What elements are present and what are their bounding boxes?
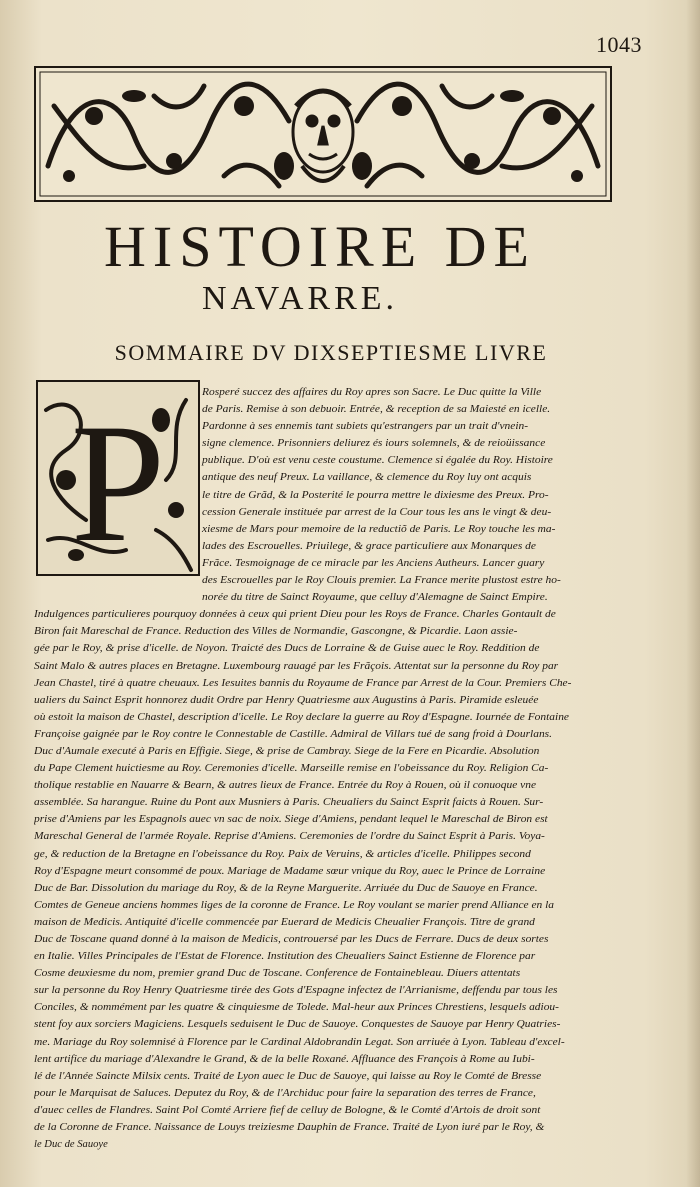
initial-letter-p: P [70, 389, 166, 576]
text-line: Comtes de Geneue anciens hommes liges de la coronne de France. Le Roy voulant se marier prend Alliance en la [34, 899, 555, 911]
title-main: HISTOIRE DE [104, 214, 536, 279]
text-line: Biron fait Mareschal de France. Reduction des Villes de Normandie, Gascongne, & Picardie. Laon assie- [34, 626, 518, 638]
text-line: lé de l'Année Saincte Milsix cents. Traité de Lyon auec le Duc de Sauoye, qui laisse au Roy le Comté de Bresse [34, 1070, 542, 1082]
text-line: gée par le Roy, & prise d'icelle. de Noyon. Traicté des Ducs de Lorraine & de Guise auec le Roy. Reddition de [34, 643, 540, 655]
text-line: lades des Escrouelles. Priuilege, & grace particuliere aux Monarques de [202, 540, 536, 552]
text-line: pour le Marquisat de Saluces. Deputez du Roy, & de l'Archiduc pour faire la separation des terres de France, [34, 1087, 536, 1099]
text-line: Mareschal General de l'armée Royale. Reprise d'Amiens. Ceremonies de l'ordre du Sainct Esprit à Paris. Voya- [34, 831, 545, 843]
text-line: prise d'Amiens par les Espagnols auec vn sac de noix. Siege d'Amiens, pendant lequel le Mareschal de Biron est [34, 814, 548, 826]
text-line: de Paris. Remise à son debuoir. Entrée, & reception de sa Maiesté en icelle. [202, 404, 551, 416]
text-line: Jean Chastel, tiré à quatre cheuaux. Les Iesuites bannis du Royaume de France par Arrest de la Cour. Premiers Che- [34, 677, 572, 689]
text-line: ualiers du Sainct Esprit honnorez dudit Ordre par Henry Quatriesme aux Augustins à Paris. Piramide esleuée [34, 694, 539, 706]
text-line: tholique restablie en Nauarre & Bearn, & autres lieux de France. Entrée du Roy à Rouen, où il conuoque vne [34, 780, 537, 792]
text-line: stent foy aux sorciers Magiciens. Lesquels seduisent le Duc de Sauoye. Conquestes de Sauoye par Henry Quatries- [34, 1019, 561, 1031]
text-line: norée du titre de Sainct Royaume, que celluy d'Alemagne de Sainct Empire. [202, 592, 548, 604]
text-line: où estoit la maison de Chastel, description d'icelle. Le Roy declare la guerre au Roy d'Espagne. Iournée de Fontaine [34, 711, 570, 723]
text-line: d'auec celles de Flandres. Saint Pol Comté Arriere fief de celluy de Bologne, & le Comté d'Artois de droit sont [34, 1104, 541, 1116]
page-number: 1043 [596, 32, 642, 57]
text-line: Françoise gaignée par le Roy contre le Connestable de Castille. Admiral de Villars tué de sang froid à Dourlans. [34, 728, 552, 740]
summary-text [34, 384, 614, 1153]
text-line: lent artifice du mariage d'Alexandre le Grand, & de la belle Roxané. Affluance des François à Rome au Iubi- [34, 1053, 535, 1065]
text-line: Duc d'Aumale executé à Paris en Effigie. Siege, & prise de Cambray. Siege de la Fere en Picardie. Absolution [34, 745, 540, 757]
text-line: en Italie. Villes Principales de l'Estat de Florence. Institution des Cheualiers Sainct Estienne de Florence par [34, 951, 536, 963]
text-line: le titre de Grãd, & la Posterité le pourra mettre le dixiesme des Preux. Pro- [202, 489, 549, 501]
text-line: me. Mariage du Roy solemnisé à Florence par le Cardinal Aldobrandin Legat. Son arriuée à Lyon. Tableau d'excel- [34, 1036, 565, 1048]
text-line: des Escrouelles par le Roy Clouis premier. La France merite plustost estre ho- [202, 575, 561, 587]
text-line: Rosperé succez des affaires du Roy apres son Sacre. Le Duc quitte la Ville [202, 387, 542, 398]
text-line: cession Generale instituée par arrest de la Cour tous les ans le vingt & deu- [202, 506, 552, 518]
text-line: Saint Malo & autres places en Bretagne. Luxembourg rauagé par les Frãçois. Attentat sur la personne du Roy par [34, 660, 559, 672]
text-line: Frãce. Tesmoignage de ce miracle par les Anciens Autheurs. Lancer guary [202, 557, 545, 569]
text-line: Roy d'Espagne meurt consommé de poux. Mariage de Madame sœur vnique du Roy, auec le Prince de Lorraine [34, 865, 546, 877]
text-line: Duc de Bar. Dissolution du mariage du Roy, & de la Reyne Marguerite. Arriuée du Duc de Sauoye en France. [34, 882, 538, 894]
text-line: publique. D'où est venu ceste coustume. Clemence si égalée du Roy. Histoire [202, 455, 553, 467]
text-line: sur la personne du Roy Henry Quatriesme tirée des Gots d'Espagne infectez de l'Arrianisme, deffendu par tous les [34, 985, 558, 997]
text-line: Pardonne à ses ennemis tant subiets qu'estrangers par un trait d'vnein- [202, 421, 529, 433]
summary-heading: SOMMAIRE DV DIXSEPTIESME LIVRE [114, 340, 548, 365]
text-line: antique des neuf Preux. La vaillance, & clemence du Roy luy ont acquis [202, 472, 532, 484]
page-edge-shadow [686, 0, 700, 1187]
text-line: assemblée. Sa harangue. Ruine du Pont aux Musniers à Paris. Cheualiers du Sainct Esprit faicts à Rouen. Sur- [34, 797, 544, 809]
text-line: Cosme deuxiesme du nom, premier grand Duc de Toscane. Conference de Fontainebleau. Diuers attentats [34, 968, 521, 980]
text-line: de la Coronne de France. Naissance de Louys treiziesme Dauphin de France. Traité de Lyon iuré par le Roy, & [34, 1122, 545, 1134]
text-line: xiesme de Mars pour memoire de la reductiõ de Paris. Le Roy touche les ma- [202, 523, 556, 535]
text-line: Indulgences particulieres pourquoy données à ceux qui prient Dieu pour les Roys de France. Charles Gontault de [34, 609, 556, 621]
text-line: ge, & reduction de la Bretagne en l'obeissance du Roy. Paix de Veruins, & articles d'icelle. Philippes second [34, 848, 531, 860]
ornamental-headpiece [34, 66, 612, 202]
text-line: Duc de Toscane quand donné à la maison de Medicis, controuersé par les Ducs de Ferrare. Ducs de deux sortes [34, 934, 549, 945]
text-line: du Pape Clement huictiesme au Roy. Ceremonies d'icelle. Marseille remise en l'obeissance du Roy. Religion Ca- [34, 763, 549, 775]
text-line: maison de Medicis. Antiquité d'icelle commencée par Euerard de Medicis Cheualier François. Titre de grand [34, 916, 535, 928]
mask-face [293, 91, 353, 181]
title-sub: NAVARRE. [201, 280, 399, 317]
text-line: le Duc de Sauoye [34, 1139, 108, 1151]
text-line: signe clemence. Prisonniers deliurez és iours solemnels, & de reioüissance [202, 438, 546, 450]
text-line: Conciles, & nommément par les quatre & cinquiesme de Tolede. Mal-heur aux Princes Chrestiens, lesquels adiou- [34, 1002, 559, 1014]
